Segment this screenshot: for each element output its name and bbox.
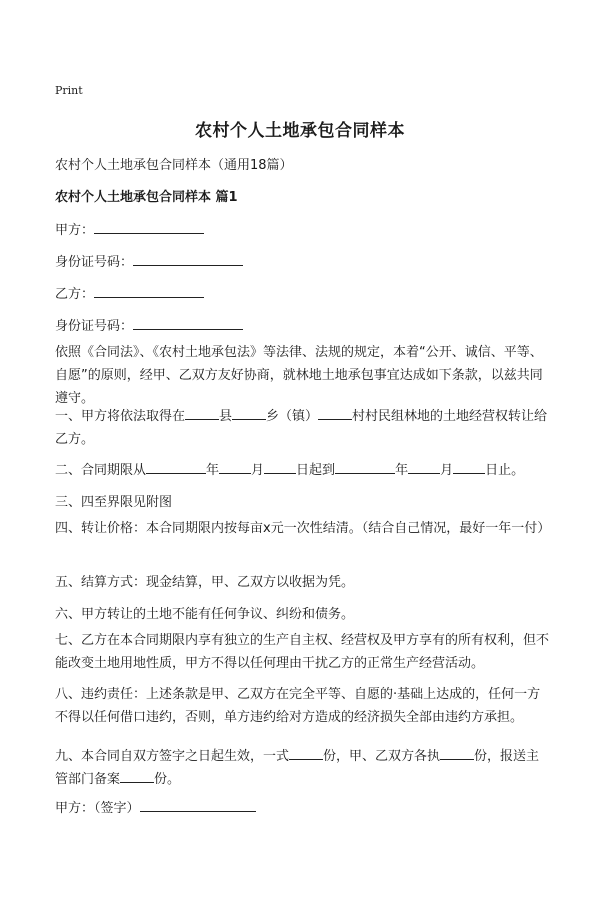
copies-total-blank xyxy=(289,745,323,760)
clause-6: 六、甲方转让的土地不能有任何争议、纠纷和债务。 xyxy=(55,607,355,622)
start-year-blank xyxy=(146,459,206,474)
id-line-1 xyxy=(55,251,243,270)
id-label-2: 身份证号码： xyxy=(55,319,134,334)
clause-9-text-b: 份，甲、乙双方各执 xyxy=(323,749,441,764)
clause-2-text-a: 二、合同期限从 xyxy=(55,463,147,478)
clause-3: 三、四至界限见附图 xyxy=(55,495,173,510)
copies-each-blank xyxy=(440,745,474,760)
end-month-blank xyxy=(408,459,440,474)
clause-9-text-c: 份，报送主管部门备案 xyxy=(55,749,540,787)
end-day-blank xyxy=(453,459,485,474)
clause-2-text-d: 日起到 xyxy=(296,463,336,478)
clause-1 xyxy=(55,405,550,451)
signature-label: 甲方：（签字） xyxy=(55,801,140,816)
county-blank xyxy=(185,405,219,420)
start-day-blank xyxy=(264,459,296,474)
signature-blank xyxy=(140,797,256,812)
party-b-label: 乙方： xyxy=(55,287,95,302)
clause-7: 七、乙方在本合同期限内享有独立的生产自主权、经营权及甲方享有的所有权利，但不能改变土地用地性质，甲方不得以任何理由干扰乙方的正常生产经营活动。 xyxy=(55,633,550,671)
clause-4: 四、转让价格：本合同期限内按每亩x元一次性结清。（结合自己情况，最好一年一付） xyxy=(55,521,551,536)
id-blank-1 xyxy=(133,251,243,266)
party-b-line xyxy=(55,283,204,302)
copies-filed-blank xyxy=(120,768,154,783)
clause-8: 八、违约责任：上述条款是甲、乙双方在完全平等、自愿的·基础上达成的，任何一方不得以任何借口违约，否则，单方违约给对方造成的经济损失全部由违约方承担。 xyxy=(55,687,541,725)
clause-1-text-d: 村村民组林地的土地经营权转让给乙方。 xyxy=(55,409,548,447)
clause-1-text-b: 县 xyxy=(219,409,233,424)
clause-2-text-b: 年 xyxy=(206,463,220,478)
party-a-line xyxy=(55,219,204,238)
clause-2-text-f: 月 xyxy=(440,463,454,478)
end-year-blank xyxy=(335,459,395,474)
clause-1-text-c: 乡（镇） xyxy=(266,409,319,424)
page-title: 农村个人土地承包合同样本 xyxy=(195,121,405,141)
party-a-blank xyxy=(94,219,204,234)
clause-2-text-g: 日止。 xyxy=(485,463,525,478)
print-label: Print xyxy=(55,84,83,97)
clause-2 xyxy=(55,459,524,478)
clause-2-text-e: 年 xyxy=(395,463,409,478)
clause-9-text-a: 九、本合同自双方签字之日起生效，一式 xyxy=(55,749,290,764)
township-blank xyxy=(232,405,266,420)
clause-2-text-c: 月 xyxy=(251,463,265,478)
id-line-2 xyxy=(55,315,243,334)
start-month-blank xyxy=(219,459,251,474)
id-label-1: 身份证号码： xyxy=(55,255,134,270)
clause-1-text-a: 一、甲方将依法取得在 xyxy=(55,409,186,424)
clause-5: 五、结算方式：现金结算，甲、乙双方以收据为凭。 xyxy=(55,575,355,590)
party-b-blank xyxy=(94,283,204,298)
section-heading: 农村个人土地承包合同样本 篇1 xyxy=(55,190,238,205)
id-blank-2 xyxy=(133,315,243,330)
party-a-label: 甲方： xyxy=(55,223,95,238)
subtitle: 农村个人土地承包合同样本（通用18篇） xyxy=(55,158,293,173)
signature-line xyxy=(55,797,256,816)
village-blank xyxy=(318,405,352,420)
intro-paragraph: 依照《合同法》、《农村土地承包法》等法律、法规的规定，本着“公开、诚信、平等、自愿”的原则，经甲、乙双方友好协商，就林地土地承包事宜达成如下条款，以兹共同遵守。 xyxy=(55,345,543,406)
clause-9 xyxy=(55,745,550,791)
clause-9-text-d: 份。 xyxy=(154,772,181,787)
